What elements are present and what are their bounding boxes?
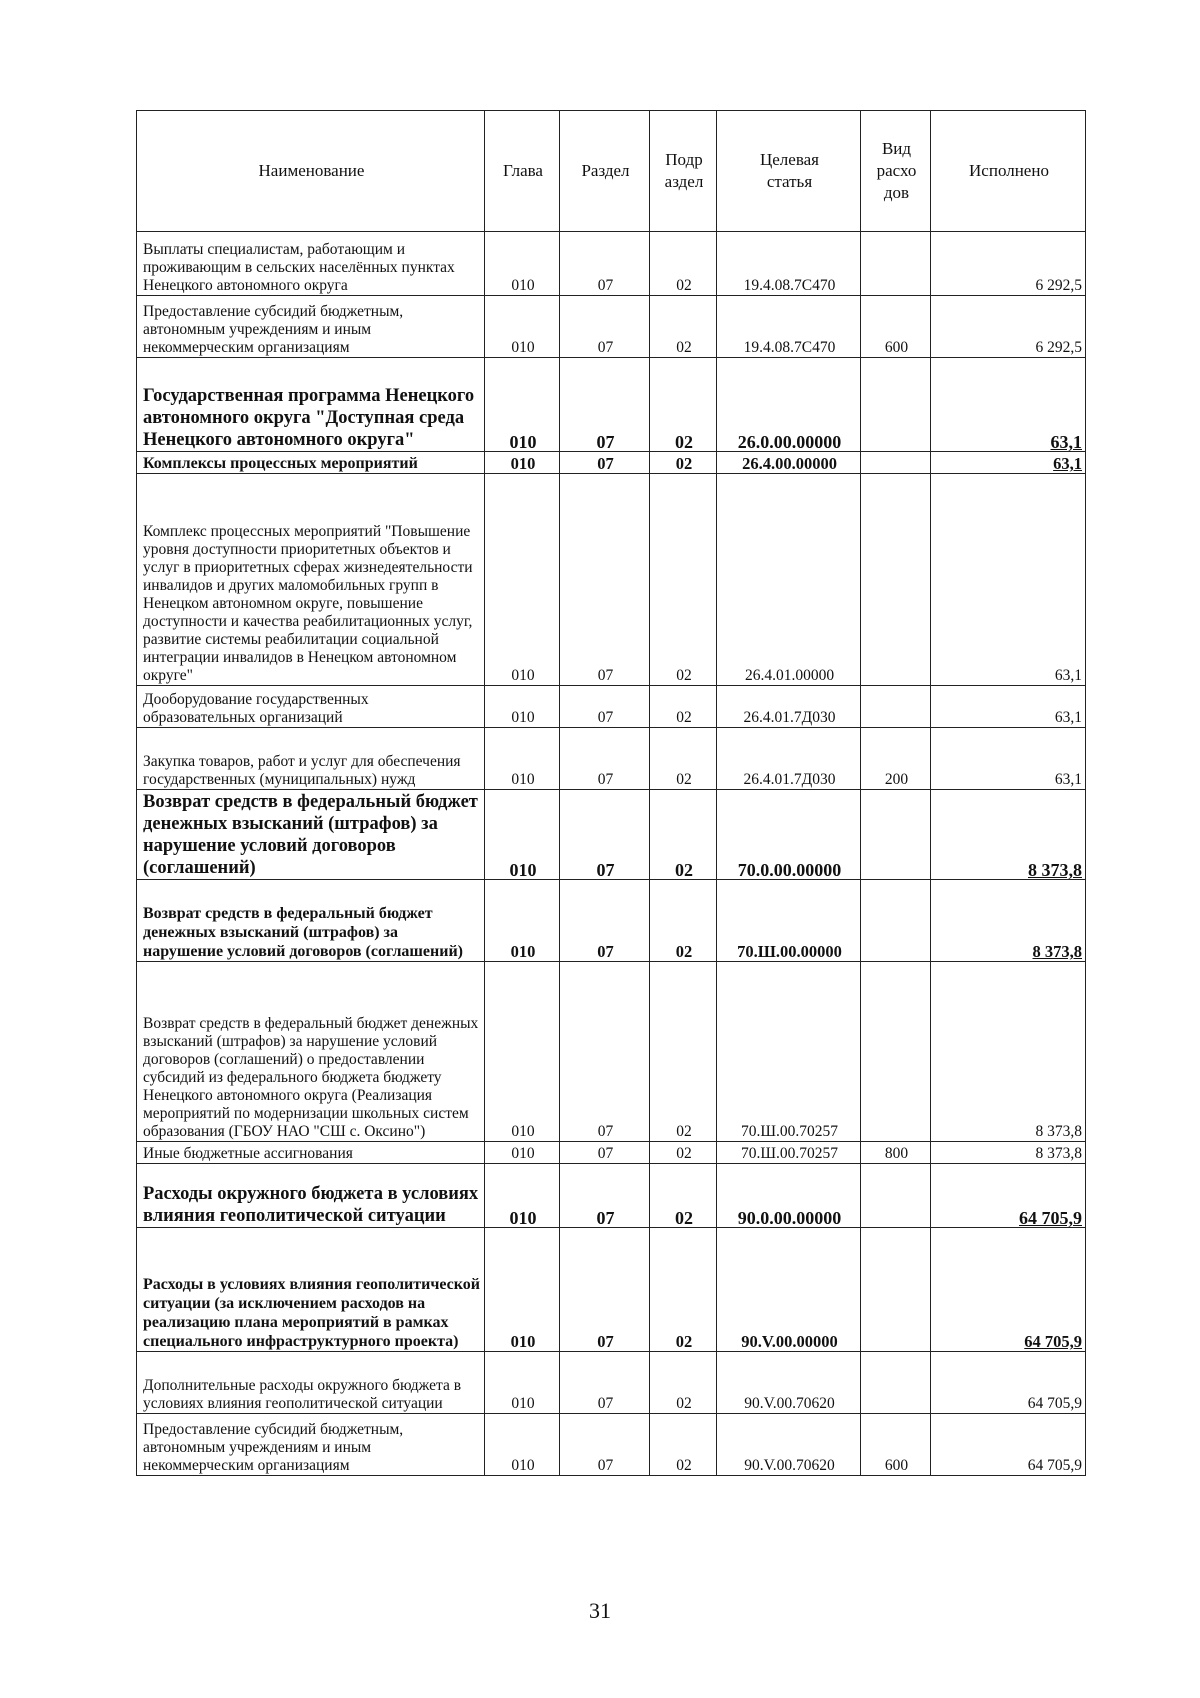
cell-ispolneno: 64 705,9 bbox=[931, 1228, 1086, 1352]
cell-name: Расходы окружного бюджета в условиях влияния геополитической ситуации bbox=[137, 1164, 485, 1228]
table-header bbox=[137, 111, 1086, 232]
cell-razdel: 07 bbox=[560, 232, 650, 296]
cell-podrazdel: 02 bbox=[650, 474, 717, 686]
cell-vid: 800 bbox=[861, 1142, 931, 1164]
table-row bbox=[137, 790, 1086, 880]
cell-vid bbox=[861, 474, 931, 686]
cell-name: Закупка товаров, работ и услуг для обеспечения государственных (муниципальных) нужд bbox=[137, 728, 485, 790]
cell-podrazdel: 02 bbox=[650, 686, 717, 728]
cell-razdel: 07 bbox=[560, 962, 650, 1142]
cell-statya: 26.4.01.00000 bbox=[717, 474, 861, 686]
cell-podrazdel: 02 bbox=[650, 296, 717, 358]
cell-statya: 90.V.00.70620 bbox=[717, 1414, 861, 1476]
cell-razdel: 07 bbox=[560, 728, 650, 790]
cell-vid bbox=[861, 880, 931, 962]
cell-glava: 010 bbox=[485, 1142, 560, 1164]
page-number: 31 bbox=[589, 1598, 611, 1623]
cell-podrazdel: 02 bbox=[650, 1228, 717, 1352]
cell-glava: 010 bbox=[485, 1228, 560, 1352]
cell-name: Государственная программа Ненецкого автономного округа "Доступная среда Ненецкого автономного округа" bbox=[137, 358, 485, 452]
table-row bbox=[137, 962, 1086, 1142]
cell-razdel: 07 bbox=[560, 1352, 650, 1414]
cell-ispolneno: 63,1 bbox=[931, 728, 1086, 790]
cell-ispolneno: 63,1 bbox=[931, 686, 1086, 728]
cell-podrazdel: 02 bbox=[650, 790, 717, 880]
table-row bbox=[137, 452, 1086, 474]
cell-glava: 010 bbox=[485, 296, 560, 358]
cell-vid: 600 bbox=[861, 296, 931, 358]
header-ispolneno: Исполнено bbox=[931, 111, 1086, 232]
cell-podrazdel: 02 bbox=[650, 1142, 717, 1164]
cell-glava: 010 bbox=[485, 686, 560, 728]
cell-name: Комплекс процессных мероприятий "Повышение уровня доступности приоритетных объектов и услуг в приоритетных сферах жизнедеятельности инвалидов и других маломобильных групп в Ненецком автономном округе, повышение доступности и качества реабилитационных услуг, развитие системы реабилитации социальной интеграции инвалидов в Ненецком автономном округе" bbox=[137, 474, 485, 686]
cell-statya: 70.Ш.00.00000 bbox=[717, 880, 861, 962]
cell-glava: 010 bbox=[485, 728, 560, 790]
cell-razdel: 07 bbox=[560, 474, 650, 686]
table-row bbox=[137, 296, 1086, 358]
cell-razdel: 07 bbox=[560, 686, 650, 728]
cell-ispolneno: 64 705,9 bbox=[931, 1414, 1086, 1476]
cell-glava: 010 bbox=[485, 1352, 560, 1414]
cell-razdel: 07 bbox=[560, 1164, 650, 1228]
cell-ispolneno: 63,1 bbox=[931, 452, 1086, 474]
cell-podrazdel: 02 bbox=[650, 880, 717, 962]
cell-vid: 600 bbox=[861, 1414, 931, 1476]
cell-glava: 010 bbox=[485, 962, 560, 1142]
cell-name: Комплексы процессных мероприятий bbox=[137, 452, 485, 474]
cell-statya: 26.4.00.00000 bbox=[717, 452, 861, 474]
table-row bbox=[137, 1352, 1086, 1414]
table-row bbox=[137, 1414, 1086, 1476]
cell-glava: 010 bbox=[485, 1164, 560, 1228]
cell-vid bbox=[861, 1352, 931, 1414]
cell-vid bbox=[861, 962, 931, 1142]
budget-table bbox=[136, 110, 1086, 1476]
cell-razdel: 07 bbox=[560, 1142, 650, 1164]
table-body bbox=[137, 232, 1086, 1476]
cell-statya: 90.0.00.00000 bbox=[717, 1164, 861, 1228]
cell-name: Расходы в условиях влияния геополитической ситуации (за исключением расходов на реализацию плана мероприятий в рамках специального инфраструктурного проекта) bbox=[137, 1228, 485, 1352]
cell-razdel: 07 bbox=[560, 296, 650, 358]
cell-name: Выплаты специалистам, работающим и проживающим в сельских населённых пунктах Ненецкого автономного округа bbox=[137, 232, 485, 296]
header-row bbox=[137, 111, 1086, 232]
header-vid: Вид расхо дов bbox=[861, 111, 931, 232]
cell-glava: 010 bbox=[485, 1414, 560, 1476]
table-row bbox=[137, 358, 1086, 452]
cell-vid bbox=[861, 452, 931, 474]
cell-statya: 26.0.00.00000 bbox=[717, 358, 861, 452]
table-row bbox=[137, 728, 1086, 790]
cell-statya: 90.V.00.00000 bbox=[717, 1228, 861, 1352]
cell-ispolneno: 8 373,8 bbox=[931, 962, 1086, 1142]
cell-podrazdel: 02 bbox=[650, 1352, 717, 1414]
cell-name: Возврат средств в федеральный бюджет денежных взысканий (штрафов) за нарушение условий договоров (соглашений) bbox=[137, 790, 485, 880]
header-glava: Глава bbox=[485, 111, 560, 232]
cell-ispolneno: 63,1 bbox=[931, 358, 1086, 452]
cell-statya: 70.Ш.00.70257 bbox=[717, 962, 861, 1142]
cell-glava: 010 bbox=[485, 232, 560, 296]
cell-ispolneno: 6 292,5 bbox=[931, 232, 1086, 296]
cell-ispolneno: 63,1 bbox=[931, 474, 1086, 686]
table-row bbox=[137, 1164, 1086, 1228]
cell-podrazdel: 02 bbox=[650, 728, 717, 790]
cell-glava: 010 bbox=[485, 790, 560, 880]
cell-statya: 26.4.01.7Д030 bbox=[717, 686, 861, 728]
cell-ispolneno: 64 705,9 bbox=[931, 1352, 1086, 1414]
cell-vid: 200 bbox=[861, 728, 931, 790]
table-row bbox=[137, 880, 1086, 962]
cell-ispolneno: 8 373,8 bbox=[931, 790, 1086, 880]
cell-vid bbox=[861, 232, 931, 296]
cell-podrazdel: 02 bbox=[650, 1164, 717, 1228]
cell-statya: 26.4.01.7Д030 bbox=[717, 728, 861, 790]
cell-statya: 19.4.08.7С470 bbox=[717, 232, 861, 296]
header-razdel: Раздел bbox=[560, 111, 650, 232]
cell-statya: 70.Ш.00.70257 bbox=[717, 1142, 861, 1164]
cell-name: Дооборудование государственных образовательных организаций bbox=[137, 686, 485, 728]
header-podrazdel: Подр аздел bbox=[650, 111, 717, 232]
cell-glava: 010 bbox=[485, 474, 560, 686]
cell-name: Возврат средств в федеральный бюджет денежных взысканий (штрафов) за нарушение условий договоров (соглашений) bbox=[137, 880, 485, 962]
cell-statya: 70.0.00.00000 bbox=[717, 790, 861, 880]
cell-vid bbox=[861, 1164, 931, 1228]
cell-name: Возврат средств в федеральный бюджет денежных взысканий (штрафов) за нарушение условий договоров (соглашений) о предоставлении субсидий из федерального бюджета бюджету Ненецкого автономного округа (Реализация мероприятий по модернизации школьных систем образования (ГБОУ НАО "СШ с. Оксино") bbox=[137, 962, 485, 1142]
cell-razdel: 07 bbox=[560, 1414, 650, 1476]
cell-name: Дополнительные расходы окружного бюджета в условиях влияния геополитической ситуации bbox=[137, 1352, 485, 1414]
cell-ispolneno: 8 373,8 bbox=[931, 1142, 1086, 1164]
header-statya: Целевая статья bbox=[717, 111, 861, 232]
cell-razdel: 07 bbox=[560, 790, 650, 880]
cell-vid bbox=[861, 686, 931, 728]
cell-vid bbox=[861, 358, 931, 452]
cell-ispolneno: 64 705,9 bbox=[931, 1164, 1086, 1228]
cell-glava: 010 bbox=[485, 452, 560, 474]
cell-glava: 010 bbox=[485, 880, 560, 962]
cell-vid bbox=[861, 790, 931, 880]
cell-razdel: 07 bbox=[560, 880, 650, 962]
cell-podrazdel: 02 bbox=[650, 232, 717, 296]
cell-podrazdel: 02 bbox=[650, 358, 717, 452]
table-row bbox=[137, 474, 1086, 686]
cell-ispolneno: 6 292,5 bbox=[931, 296, 1086, 358]
cell-razdel: 07 bbox=[560, 358, 650, 452]
cell-razdel: 07 bbox=[560, 452, 650, 474]
cell-podrazdel: 02 bbox=[650, 452, 717, 474]
cell-podrazdel: 02 bbox=[650, 962, 717, 1142]
cell-ispolneno: 8 373,8 bbox=[931, 880, 1086, 962]
cell-name: Предоставление субсидий бюджетным, автономным учреждениям и иным некоммерческим организациям bbox=[137, 1414, 485, 1476]
cell-statya: 19.4.08.7С470 bbox=[717, 296, 861, 358]
cell-glava: 010 bbox=[485, 358, 560, 452]
cell-podrazdel: 02 bbox=[650, 1414, 717, 1476]
table-row bbox=[137, 1142, 1086, 1164]
cell-vid bbox=[861, 1228, 931, 1352]
cell-razdel: 07 bbox=[560, 1228, 650, 1352]
cell-name: Иные бюджетные ассигнования bbox=[137, 1142, 485, 1164]
table-row bbox=[137, 232, 1086, 296]
cell-name: Предоставление субсидий бюджетным, автономным учреждениям и иным некоммерческим организациям bbox=[137, 296, 485, 358]
cell-statya: 90.V.00.70620 bbox=[717, 1352, 861, 1414]
table-row bbox=[137, 1228, 1086, 1352]
header-name: Наименование bbox=[137, 111, 485, 232]
budget-table-sheet bbox=[136, 110, 1085, 1476]
table-row bbox=[137, 686, 1086, 728]
